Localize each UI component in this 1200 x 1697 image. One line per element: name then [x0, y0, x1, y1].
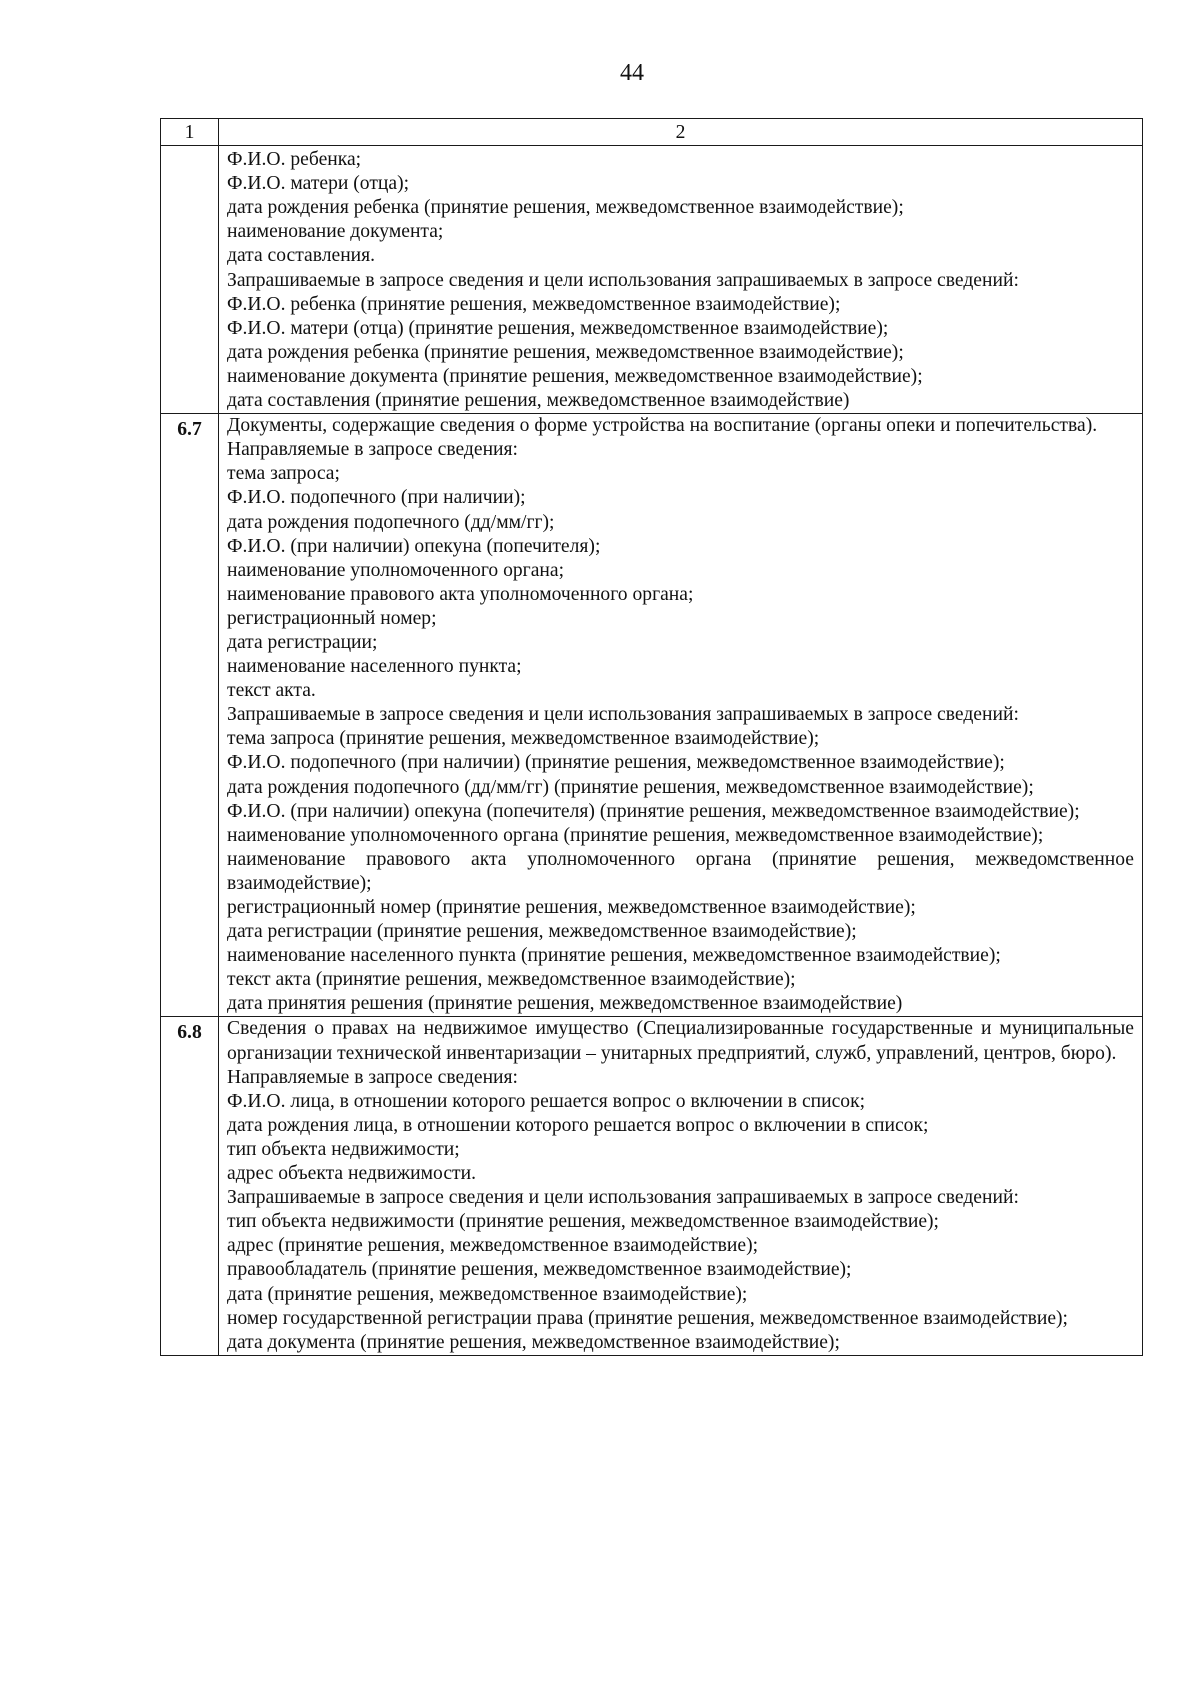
content-line: тип объекта недвижимости (принятие решения, межведомственное взаимодействие);: [227, 1211, 939, 1233]
row-content: [219, 1017, 1143, 1355]
table-row: [161, 146, 1143, 414]
content-line: дата регистрации (принятие решения, межведомственное взаимодействие);: [227, 921, 857, 943]
content-line: наименование правового акта уполномоченного органа (принятие решения, межведомственное взаимодействие);: [227, 848, 1134, 894]
content-line: Ф.И.О. (при наличии) опекуна (попечителя);: [227, 535, 601, 557]
content-line: дата рождения ребенка (принятие решения, межведомственное взаимодействие);: [227, 197, 904, 219]
content-line: дата регистрации;: [227, 631, 378, 653]
content-line: текст акта.: [227, 680, 316, 702]
row-number: 6.7: [161, 414, 219, 1017]
content-line: Ф.И.О. подопечного (при наличии) (принятие решения, межведомственное взаимодействие);: [227, 752, 1005, 774]
content-line: адрес объекта недвижимости.: [227, 1163, 476, 1185]
content-line: наименование населенного пункта;: [227, 656, 522, 678]
content-line: наименование документа (принятие решения, межведомственное взаимодействие);: [227, 365, 923, 387]
content-line: дата рождения лица, в отношении которого решается вопрос о включении в список;: [227, 1114, 929, 1136]
content-line: тема запроса (принятие решения, межведомственное взаимодействие);: [227, 728, 820, 750]
content-line: дата рождения подопечного (дд/мм/гг) (принятие решения, межведомственное взаимодействие);: [227, 776, 1034, 798]
content-line: текст акта (принятие решения, межведомственное взаимодействие);: [227, 969, 796, 991]
content-line: наименование уполномоченного органа;: [227, 559, 565, 581]
content-line: Запрашиваемые в запросе сведения и цели использования запрашиваемых в запросе сведений:: [227, 1187, 1019, 1209]
table-row: [161, 1017, 1143, 1355]
header-column-1: 1: [161, 119, 219, 146]
content-line: регистрационный номер;: [227, 607, 437, 629]
content-line: наименование населенного пункта (принятие решения, межведомственное взаимодействие);: [227, 945, 1001, 967]
requirements-table: [160, 118, 1143, 1356]
content-line: наименование правового акта уполномоченного органа;: [227, 583, 694, 605]
row-content: [219, 414, 1143, 1017]
content-line: наименование уполномоченного органа (принятие решения, межведомственное взаимодействие);: [227, 824, 1044, 846]
content-line: Документы, содержащие сведения о форме устройства на воспитание (органы опеки и попечительства).: [227, 415, 1098, 437]
content-line: регистрационный номер (принятие решения, межведомственное взаимодействие);: [227, 897, 916, 918]
table-header-row: [161, 119, 1143, 146]
content-line: наименование документа;: [227, 221, 444, 243]
content-line: правообладатель (принятие решения, межведомственное взаимодействие);: [227, 1259, 852, 1281]
content-line: Ф.И.О. матери (отца) (принятие решения, межведомственное взаимодействие);: [227, 317, 889, 339]
content-line: дата рождения ребенка (принятие решения, межведомственное взаимодействие);: [227, 341, 904, 363]
content-line: тип объекта недвижимости;: [227, 1138, 460, 1160]
content-line: тема запроса;: [227, 463, 340, 485]
content-line: дата документа (принятие решения, межведомственное взаимодействие);: [227, 1331, 840, 1353]
page-number: 44: [620, 60, 644, 86]
row-number: [161, 146, 219, 414]
content-line: номер государственной регистрации права (принятие решения, межведомственное взаимодействие);: [227, 1307, 1068, 1329]
table-row: [161, 414, 1143, 1017]
content-line: дата принятия решения (принятие решения, межведомственное взаимодействие): [227, 993, 903, 1015]
content-line: Направляемые в запросе сведения:: [227, 439, 518, 461]
content-line: дата рождения подопечного (дд/мм/гг);: [227, 511, 555, 533]
content-line: Сведения о правах на недвижимое имущество (Специализированные государственные и муниципальные организации технической инвентаризации – унитарных предприятий, служб, управлений, центров, бюро).: [227, 1018, 1134, 1064]
content-line: Ф.И.О. (при наличии) опекуна (попечителя) (принятие решения, межведомственное взаимодействие);: [227, 800, 1080, 822]
row-content: [219, 146, 1143, 414]
header-column-2: 2: [219, 119, 1143, 146]
content-line: Ф.И.О. лица, в отношении которого решается вопрос о включении в список;: [227, 1090, 866, 1112]
row-number: 6.8: [161, 1017, 219, 1355]
content-line: Запрашиваемые в запросе сведения и цели использования запрашиваемых в запросе сведений:: [227, 269, 1019, 291]
content-line: дата составления (принятие решения, межведомственное взаимодействие): [227, 390, 850, 412]
content-line: Ф.И.О. ребенка;: [227, 149, 362, 171]
content-line: Ф.И.О. матери (отца);: [227, 173, 410, 195]
content-line: дата (принятие решения, межведомственное взаимодействие);: [227, 1283, 748, 1305]
content-line: адрес (принятие решения, межведомственное взаимодействие);: [227, 1235, 759, 1257]
content-line: Запрашиваемые в запросе сведения и цели использования запрашиваемых в запросе сведений:: [227, 704, 1019, 726]
content-line: Ф.И.О. подопечного (при наличии);: [227, 487, 526, 509]
content-line: Направляемые в запросе сведения:: [227, 1066, 518, 1088]
content-line: Ф.И.О. ребенка (принятие решения, межведомственное взаимодействие);: [227, 293, 841, 315]
content-line: дата составления.: [227, 245, 376, 267]
